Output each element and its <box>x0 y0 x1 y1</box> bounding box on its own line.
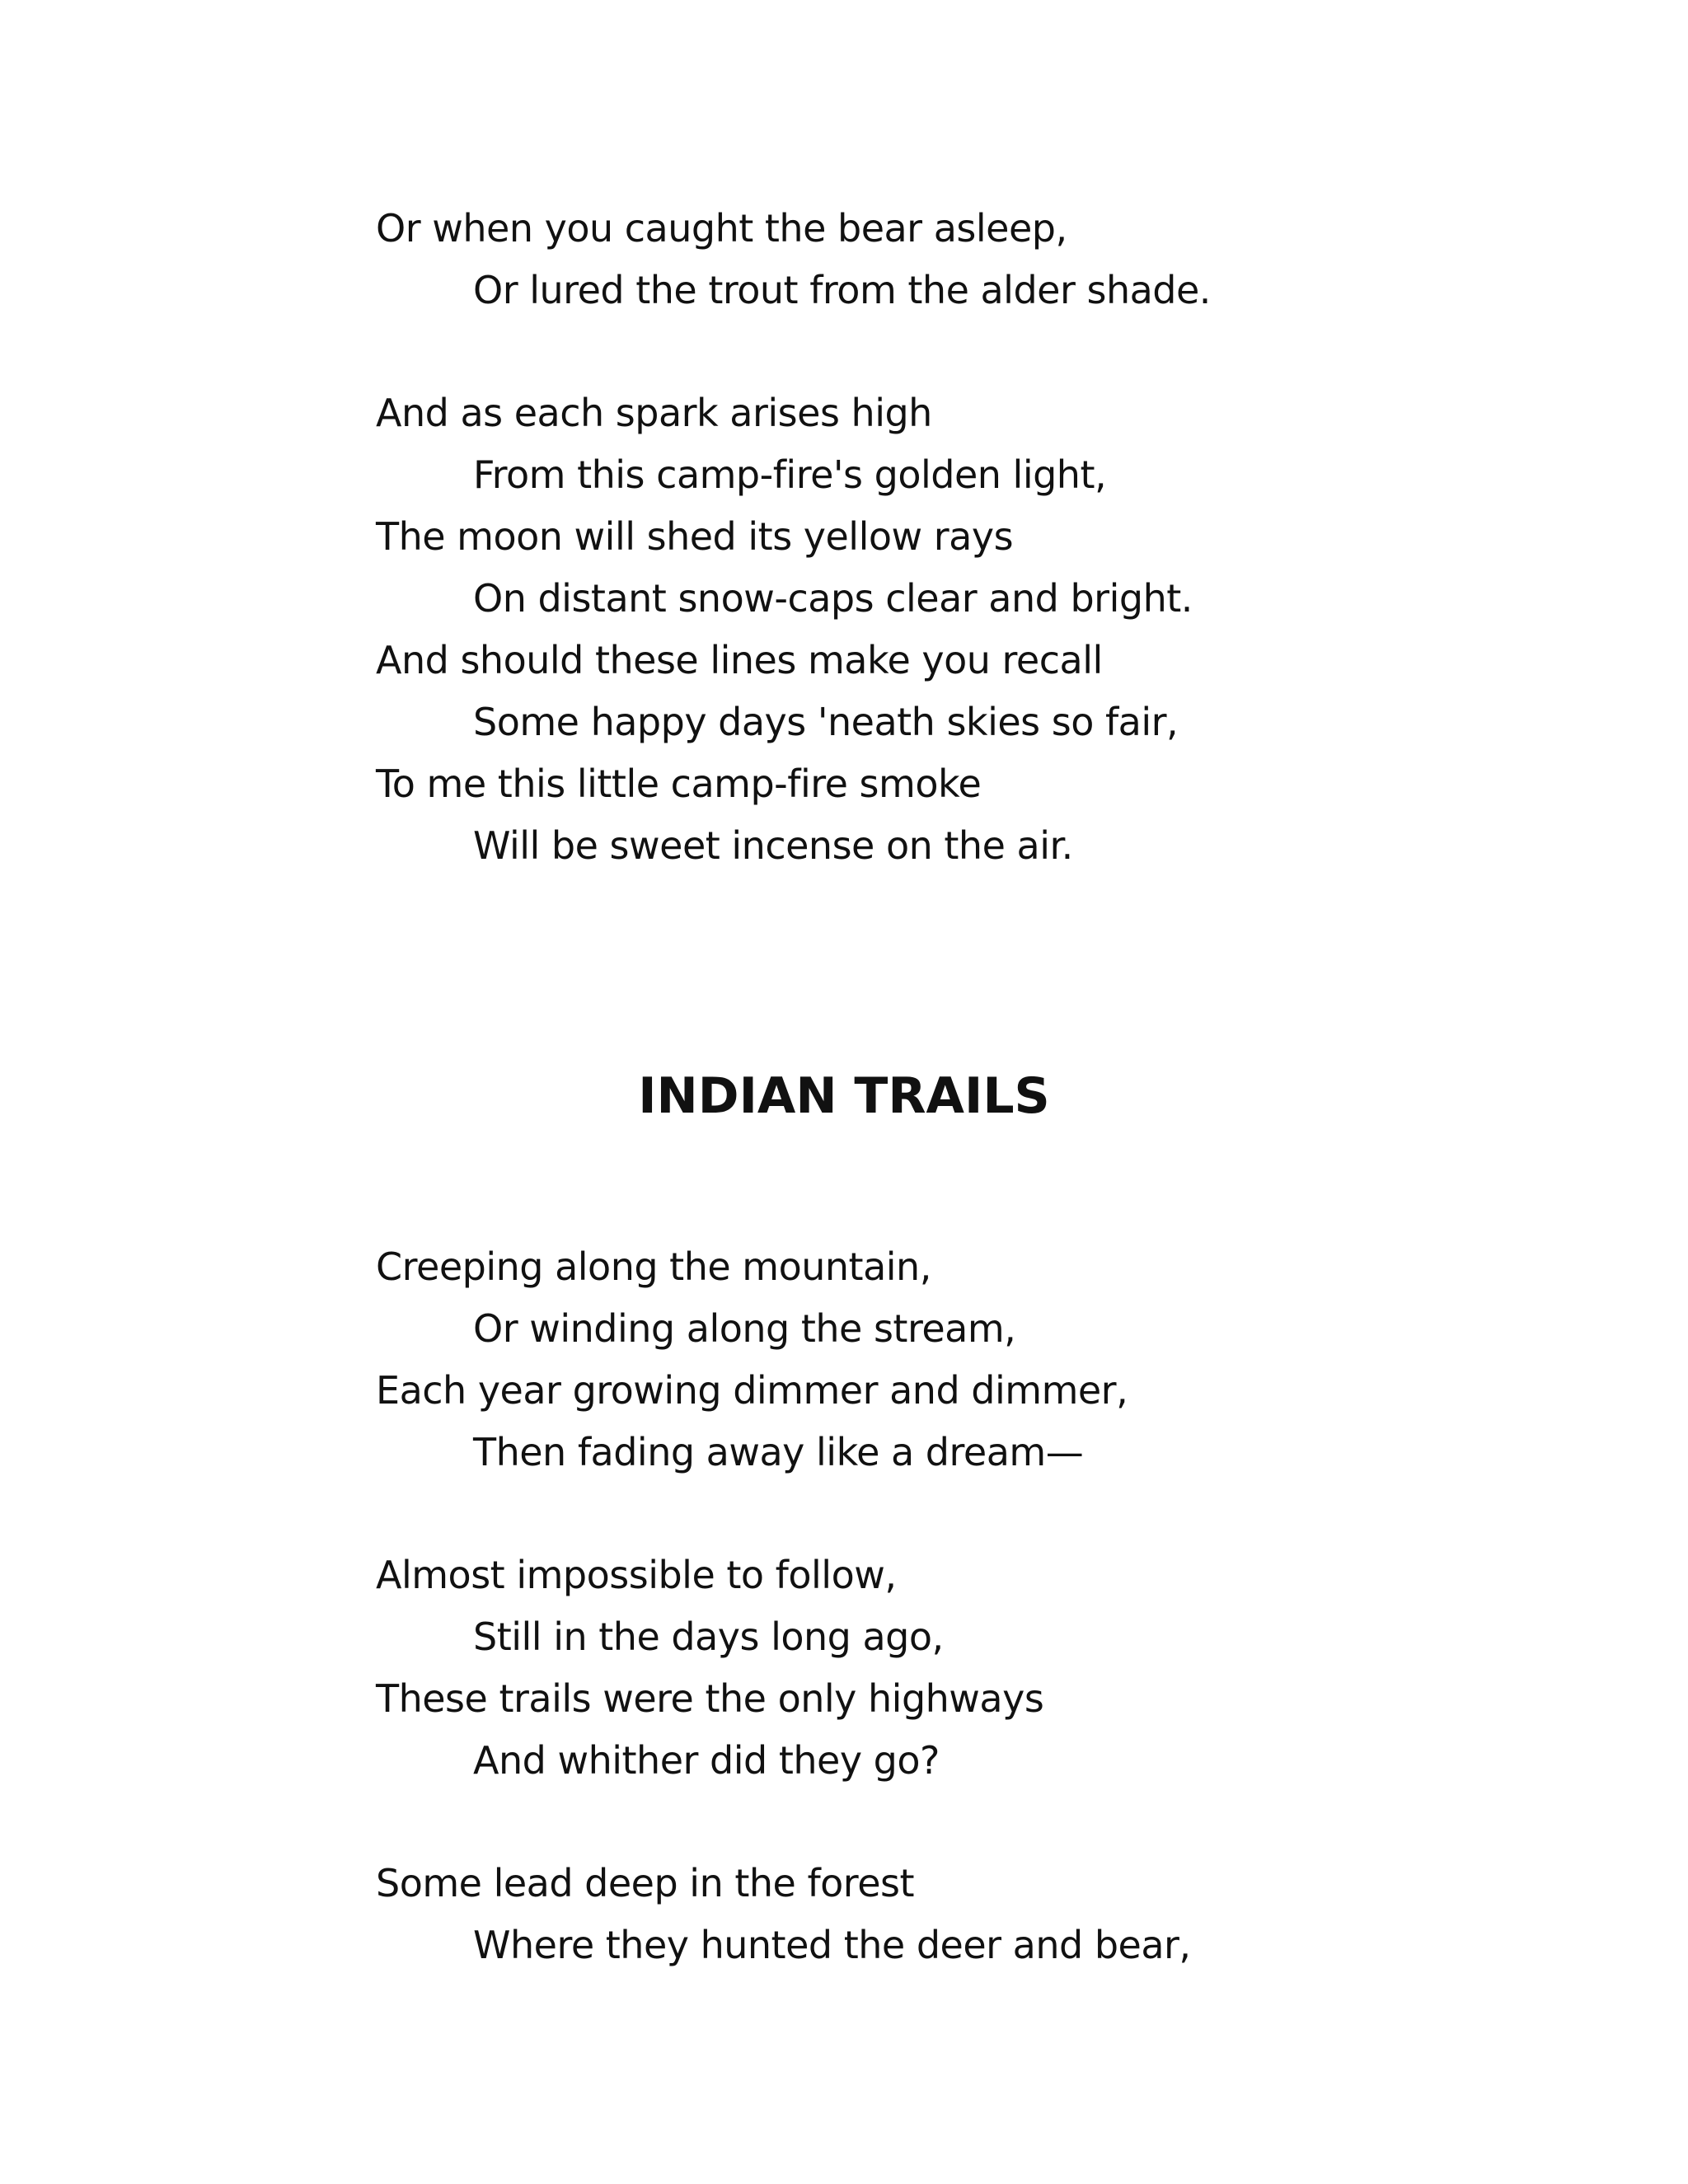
poem-line-indented: Will be sweet incense on the air. <box>473 823 1073 868</box>
poem-line-indented: Or lured the trout from the alder shade. <box>473 268 1211 312</box>
poem-line: Each year growing dimmer and dimmer, <box>376 1368 1128 1413</box>
stanza-1 <box>376 198 1365 321</box>
poem-line: Some lead deep in the forest <box>376 1861 914 1905</box>
poem-line: Almost impossible to follow, <box>376 1553 897 1597</box>
poem-line: These trails were the only highways <box>376 1676 1044 1721</box>
poem-line-indented: On distant snow-caps clear and bright. <box>473 576 1193 621</box>
poem-line-indented: And whither did they go? <box>473 1738 940 1783</box>
poem-line-indented: Still in the days long ago, <box>473 1615 944 1659</box>
stanza-5 <box>376 1853 1365 1976</box>
poem-line-indented: Then fading away like a dream— <box>473 1430 1084 1474</box>
poem-line: And should these lines make you recall <box>376 638 1103 682</box>
poem-title: INDIAN TRAILS <box>638 1067 1050 1125</box>
poem-line-indented: From this camp-fire's golden light, <box>473 452 1107 497</box>
poem-line: Or when you caught the bear asleep, <box>376 206 1067 251</box>
stanza-3 <box>376 1236 1365 1483</box>
poem-line: To me this little camp-fire smoke <box>376 762 982 806</box>
poem-line: And as each spark arises high <box>376 391 932 435</box>
poem-line-indented: Some happy days 'neath skies so fair, <box>473 700 1179 744</box>
poem-line: Creeping along the mountain, <box>376 1244 931 1289</box>
poem-line: The moon will shed its yellow rays <box>376 514 1014 559</box>
stanza-2 <box>376 382 1365 877</box>
stanza-4 <box>376 1544 1365 1792</box>
poem-line-indented: Where they hunted the deer and bear, <box>473 1923 1191 1967</box>
poem-line-indented: Or winding along the stream, <box>473 1306 1016 1351</box>
